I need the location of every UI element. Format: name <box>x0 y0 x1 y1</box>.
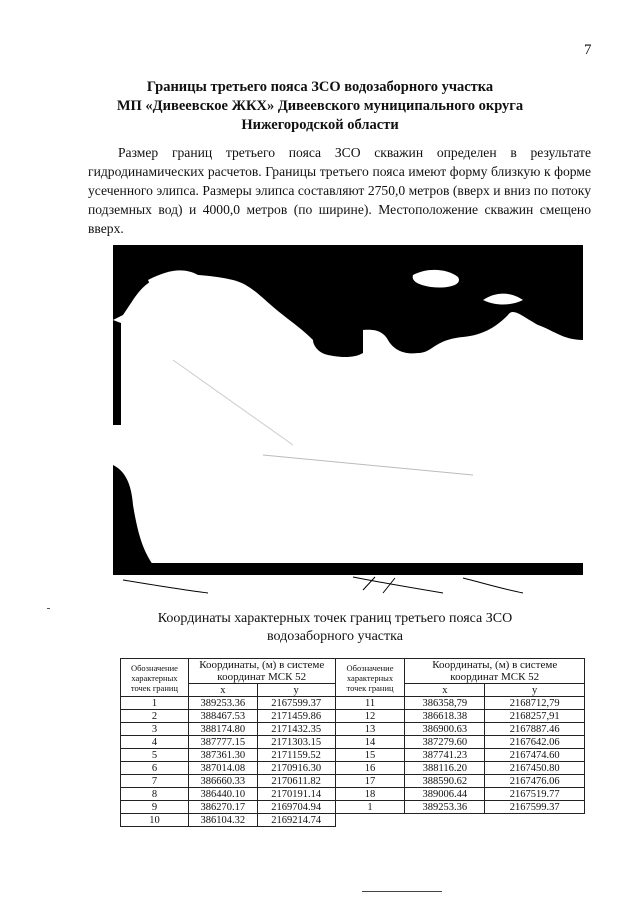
map-graphic <box>113 245 583 595</box>
table-row <box>121 801 585 814</box>
header-y-right: y <box>485 684 585 697</box>
scanned-map-image <box>113 245 583 595</box>
x-value: 388174.80 <box>188 723 257 736</box>
point-number <box>335 814 405 827</box>
point-number: 17 <box>335 775 405 788</box>
point-number: 1 <box>335 801 405 814</box>
header-coords-left: Координаты, (м) в системе координат МСК 52 <box>188 659 335 684</box>
header-coords-right: Координаты, (м) в системе координат МСК 52 <box>405 659 585 684</box>
y-value: 2169704.94 <box>257 801 335 814</box>
point-number: 4 <box>121 736 189 749</box>
heading-line-3: Нижегородской области <box>241 117 399 133</box>
table-row <box>121 788 585 801</box>
point-number: 1 <box>121 697 189 710</box>
x-value: 386900.63 <box>405 723 485 736</box>
table-caption <box>120 610 550 646</box>
x-value: 388467.53 <box>188 710 257 723</box>
coordinates-table <box>120 658 585 827</box>
caption-line-1: Координаты характерных точек границ третьего пояса ЗСО <box>157 611 513 626</box>
x-value: 388590.62 <box>405 775 485 788</box>
header-x-right: x <box>405 684 485 697</box>
y-value: 2171159.52 <box>257 749 335 762</box>
y-value: 2171459.86 <box>257 710 335 723</box>
point-number: 10 <box>121 814 189 827</box>
x-value: 386104.32 <box>188 814 257 827</box>
x-value: 387014.08 <box>188 762 257 775</box>
header-x-left: x <box>188 684 257 697</box>
document-heading <box>60 78 580 135</box>
y-value: 2167476.06 <box>485 775 585 788</box>
point-number: 14 <box>335 736 405 749</box>
y-value: 2167599.37 <box>257 697 335 710</box>
y-value: 2167887.46 <box>485 723 585 736</box>
point-number: 2 <box>121 710 189 723</box>
x-value: 388116.20 <box>405 762 485 775</box>
y-value: 2168257,91 <box>485 710 585 723</box>
x-value: 389253.36 <box>188 697 257 710</box>
point-number: 15 <box>335 749 405 762</box>
point-number: 13 <box>335 723 405 736</box>
table-row <box>121 697 585 710</box>
point-number: 7 <box>121 775 189 788</box>
y-value: 2168712,79 <box>485 697 585 710</box>
heading-line-1: Границы третьего пояса ЗСО водозаборного участка <box>146 79 494 95</box>
point-number: 16 <box>335 762 405 775</box>
body-paragraph: Размер границ третьего пояса ЗСО скважин определен в результате гидродинамических расчетов. Границы третьего пояса имеют форму близкую к форме усеченного элипса. Размеры элипса составляют 2750,0 метров (вверх и вниз по потоку подземных вод) и 4000,0 метров (по ширине). Местоположение скважин смещено вверх. <box>88 145 591 236</box>
page-number: 7 <box>584 42 592 58</box>
table-row <box>121 736 585 749</box>
y-value: 2167599.37 <box>485 801 585 814</box>
table-row <box>121 749 585 762</box>
y-value: 2167642.06 <box>485 736 585 749</box>
heading-line-2: МП «Дивеевское ЖКХ» Дивеевского муниципального округа <box>116 98 524 114</box>
table-row <box>121 762 585 775</box>
x-value: 387741.23 <box>405 749 485 762</box>
x-value <box>405 814 485 827</box>
header-y-left: y <box>257 684 335 697</box>
footnote-rule <box>362 891 442 892</box>
y-value: 2170916.30 <box>257 762 335 775</box>
x-value: 386660.33 <box>188 775 257 788</box>
header-point-left: Обозначение характерных точек границ <box>121 659 189 697</box>
y-value: 2170191.14 <box>257 788 335 801</box>
x-value: 389006.44 <box>405 788 485 801</box>
x-value: 389253.36 <box>405 801 485 814</box>
header-point-right: Обозначение характерных точек границ <box>335 659 405 697</box>
table-row <box>121 710 585 723</box>
x-value: 386358,79 <box>405 697 485 710</box>
point-number: 18 <box>335 788 405 801</box>
margin-mark <box>47 608 50 609</box>
y-value: 2171432.35 <box>257 723 335 736</box>
x-value: 387279.60 <box>405 736 485 749</box>
x-value: 386440.10 <box>188 788 257 801</box>
table-row <box>121 814 585 827</box>
y-value: 2170611.82 <box>257 775 335 788</box>
point-number: 5 <box>121 749 189 762</box>
point-number: 6 <box>121 762 189 775</box>
point-number: 12 <box>335 710 405 723</box>
x-value: 386270.17 <box>188 801 257 814</box>
x-value: 387361.30 <box>188 749 257 762</box>
table-row <box>121 775 585 788</box>
y-value <box>485 814 585 827</box>
table-row <box>121 723 585 736</box>
y-value: 2167450.80 <box>485 762 585 775</box>
point-number: 3 <box>121 723 189 736</box>
table-header-row <box>121 659 585 684</box>
y-value: 2167474.60 <box>485 749 585 762</box>
x-value: 386618.38 <box>405 710 485 723</box>
y-value: 2169214.74 <box>257 814 335 827</box>
caption-line-2: водозаборного участка <box>267 629 403 644</box>
point-number: 9 <box>121 801 189 814</box>
point-number: 11 <box>335 697 405 710</box>
point-number: 8 <box>121 788 189 801</box>
y-value: 2167519.77 <box>485 788 585 801</box>
x-value: 387777.15 <box>188 736 257 749</box>
y-value: 2171303.15 <box>257 736 335 749</box>
